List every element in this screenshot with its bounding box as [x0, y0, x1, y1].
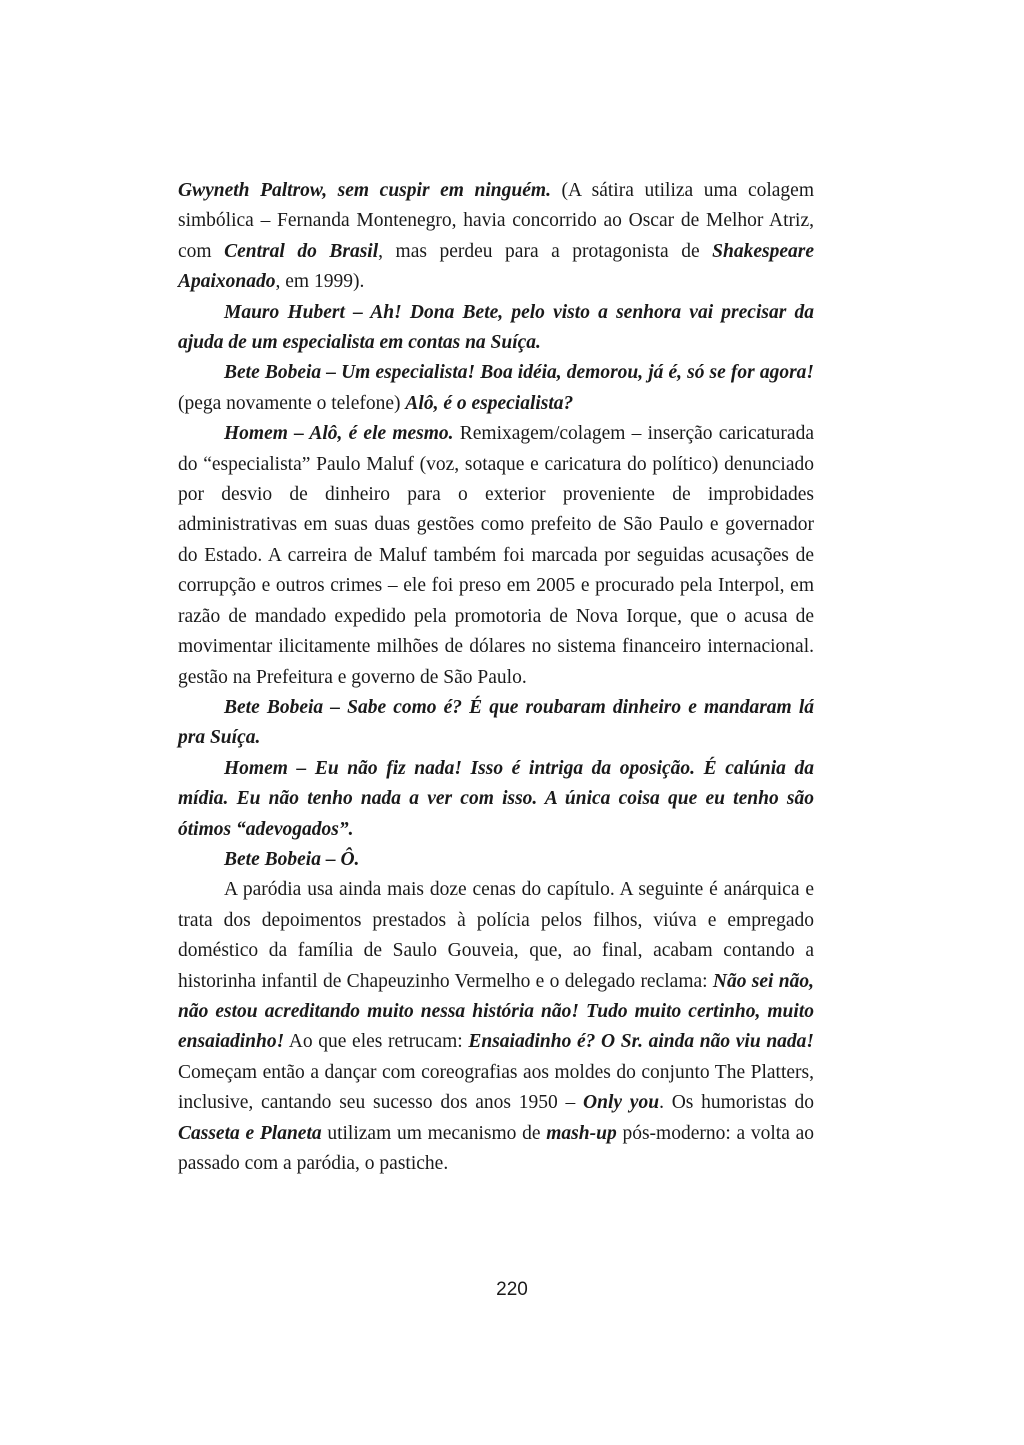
- italic-run: Homem – Eu não fiz nada! Isso é intriga da oposição. É calúnia da mídia. Eu não tenho nada a ver com isso. A única coisa que eu tenho são ótimos “adevogados”.: [178, 757, 814, 840]
- paragraph: [178, 419, 814, 693]
- body-text: [178, 176, 814, 1179]
- italic-run: Homem – Alô, é ele mesmo.: [224, 423, 454, 445]
- paragraph: [178, 845, 814, 875]
- text-run: , mas perdeu para a protagonista de: [378, 240, 713, 262]
- paragraph: [178, 693, 814, 754]
- italic-run: Only you: [583, 1092, 660, 1114]
- text-run: Remixagem/colagem – inserção caricaturada do “especialista” Paulo Maluf (voz, sotaque e caricatura do político) denunciado por desvio de dinheiro para o exterior proveniente de improbidades administrativas em suas duas gestões como prefeito de São Paulo e governador do Estado. A carreira de Maluf também foi marcada por seguidas acusações de corrupção e outros crimes – ele foi preso em 2005 e procurado pela Interpol, em razão de mandado expedido pela promotoria de Nova Iorque, que o acusa de movimentar ilicitamente milhões de dólares no sistema financeiro internacional. gestão na Prefeitura e governo de São Paulo.: [178, 423, 814, 688]
- text-run: Ao que eles retrucam:: [284, 1031, 469, 1053]
- italic-run: Não sei não, não estou acreditando muito nessa história não! Tudo muito certinho, muito ensaiadinho!: [178, 970, 815, 1053]
- paragraph: [178, 298, 814, 359]
- italic-run: Bete Bobeia – Um especialista! Boa idéia, demorou, já é, só se for agora!: [224, 362, 814, 384]
- paragraph: [178, 358, 814, 419]
- italic-run: mash-up: [546, 1122, 617, 1144]
- italic-run: Gwyneth Paltrow, sem cuspir em ninguém.: [178, 180, 551, 201]
- italic-run: Casseta e Planeta: [178, 1122, 322, 1144]
- paragraph: [178, 875, 814, 1179]
- text-run: A paródia usa ainda mais doze cenas do capítulo. A seguinte é anárquica e trata dos depoimentos prestados à polícia pelos filhos, viúva e empregado doméstico da família de Saulo Gouveia, que, ao final, acabam contando a historinha infantil de Chapeuzinho Vermelho e o delegado reclama:: [178, 879, 814, 992]
- text-run: (A sátira utiliza uma colagem simbólica – Fernanda Montenegro, havia concorrido ao Oscar de Melhor Atriz, com: [178, 180, 814, 262]
- text-run: . Os humoristas do: [659, 1092, 815, 1114]
- paragraph: [178, 754, 814, 845]
- text-run: pós-moderno: a volta ao passado com a paródia, o pastiche.: [178, 1122, 814, 1174]
- italic-run: Alô, é o especialista?: [405, 392, 574, 414]
- text-run: (pega novamente o telefone): [178, 392, 406, 414]
- italic-run: Mauro Hubert – Ah! Dona Bete, pelo visto a senhora vai precisar da ajuda de um especialista em contas na Suíça.: [178, 301, 814, 354]
- text-run: utilizam um mecanismo de: [321, 1122, 547, 1144]
- italic-run: Bete Bobeia – Ô.: [224, 848, 360, 870]
- paragraph: [178, 176, 814, 298]
- text-run: , em 1999).: [275, 271, 365, 293]
- italic-run: Central do Brasil: [224, 240, 379, 262]
- page-number: 220: [496, 1279, 528, 1300]
- italic-run: Bete Bobeia – Sabe como é? É que roubaram dinheiro e mandaram lá pra Suíça.: [178, 696, 814, 749]
- italic-run: Shakespeare Apaixonado: [178, 240, 815, 293]
- italic-run: Ensaiadinho é? O Sr. ainda não viu nada!: [468, 1031, 814, 1053]
- text-run: Começam então a dançar com coreografias aos moldes do conjunto The Platters, inclusive, cantando seu sucesso dos anos 1950 –: [178, 1061, 814, 1114]
